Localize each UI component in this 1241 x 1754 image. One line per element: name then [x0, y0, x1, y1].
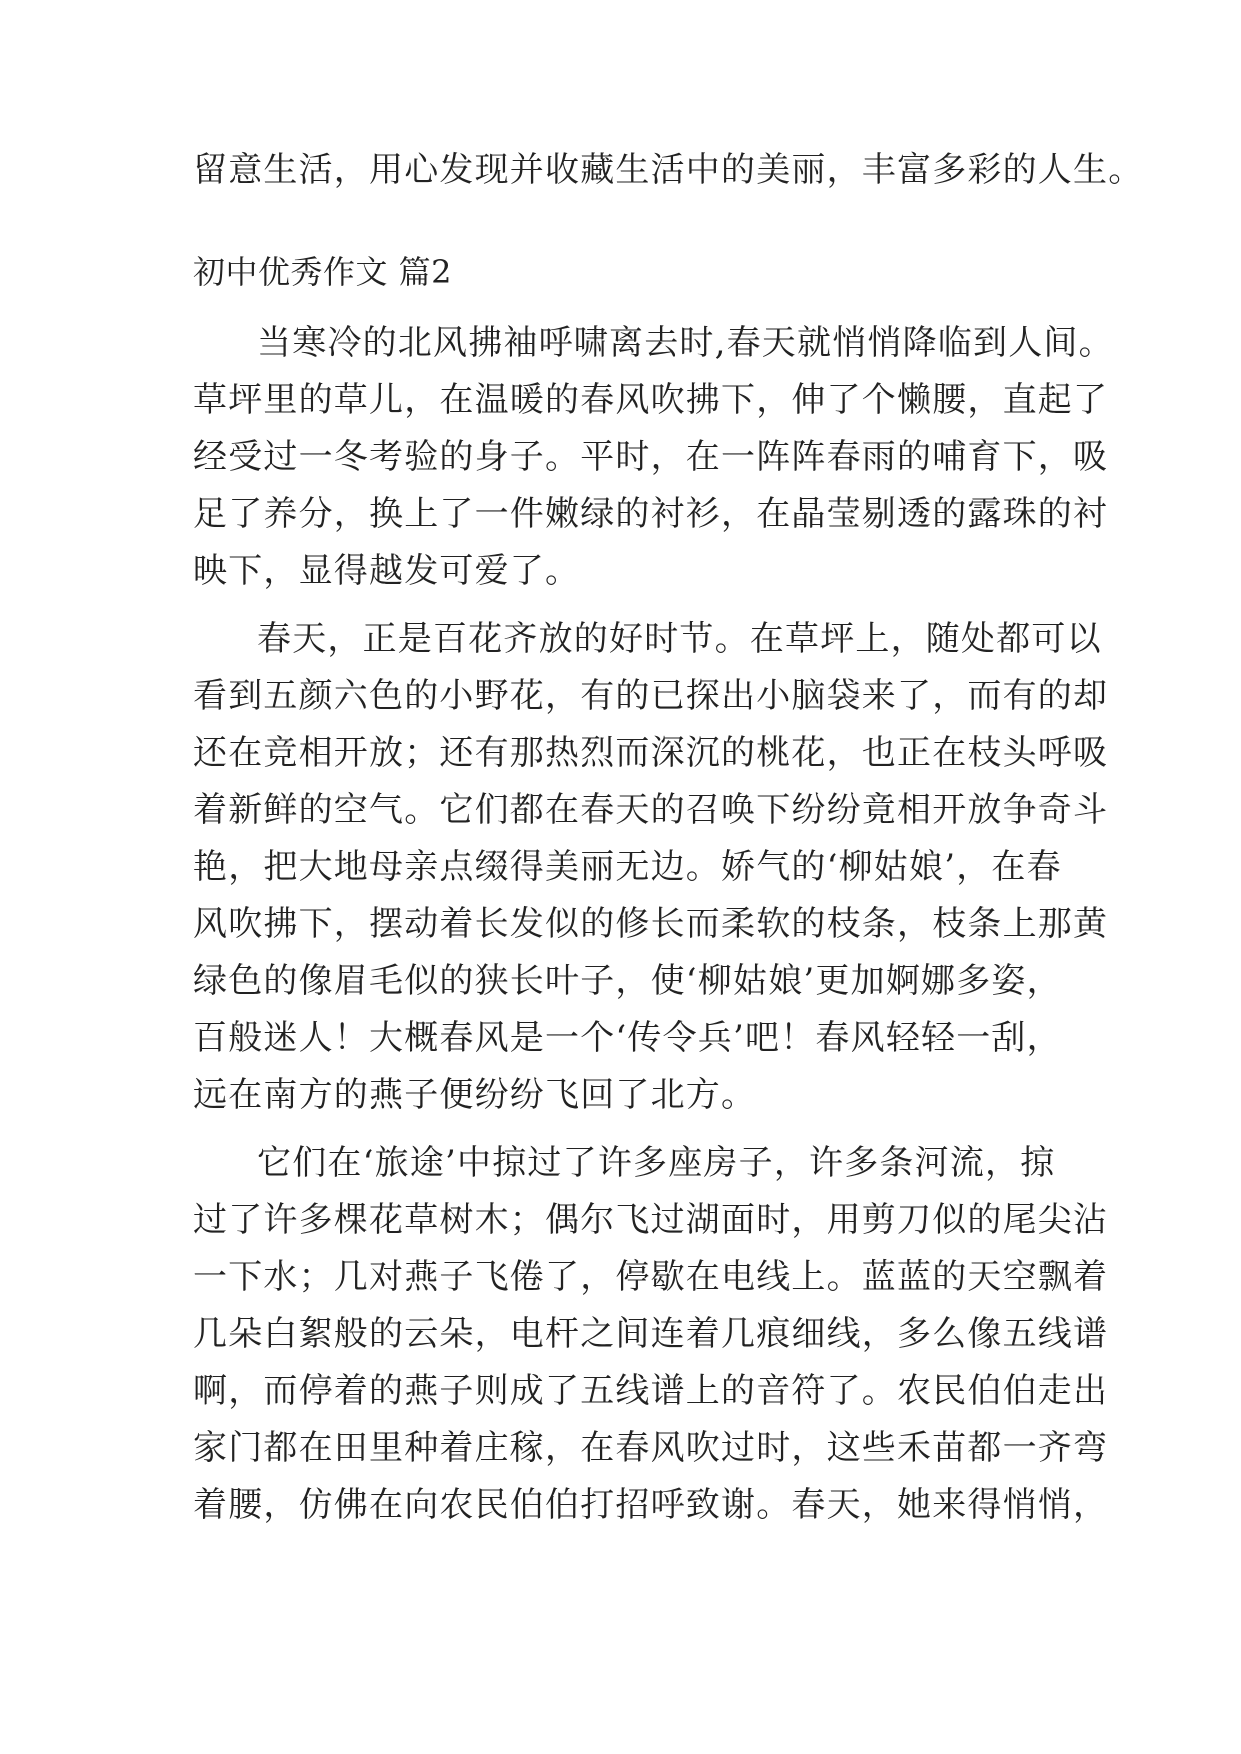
paragraph-2-line-2: 看到五颜六色的小野花，有的已探出小脑袋来了，而有的却: [193, 676, 1109, 716]
paragraph-3-line-6: 家门都在田里种着庄稼，在春风吹过时，这些禾苗都一齐弯: [193, 1428, 1109, 1468]
paragraph-2-line-5: 艳，把大地母亲点缀得美丽无边。娇气的‘柳姑娘’，在春: [193, 847, 1062, 887]
section-title: 初中优秀作文 篇2: [193, 253, 453, 291]
paragraph-1-line-1: 当寒冷的北风拂袖呼啸离去时,春天就悄悄降临到人间。: [257, 323, 1114, 363]
paragraph-3-line-5: 啊，而停着的燕子则成了五线谱上的音符了。农民伯伯走出: [193, 1371, 1109, 1411]
paragraph-3-line-4: 几朵白絮般的云朵，电杆之间连着几痕细线，多么像五线谱: [193, 1314, 1109, 1354]
paragraph-3-line-7: 着腰，仿佛在向农民伯伯打招呼致谢。春天，她来得悄悄，: [193, 1485, 1109, 1525]
paragraph-2-line-7: 绿色的像眉毛似的狭长叶子，使‘柳姑娘’更加婀娜多姿，: [193, 961, 1062, 1001]
paragraph-2-line-3: 还在竞相开放；还有那热烈而深沉的桃花，也正在枝头呼吸: [193, 733, 1109, 773]
paragraph-3-line-1: 它们在‘旅途’中掠过了许多座房子，许多条河流，掠: [257, 1143, 1056, 1183]
paragraph-2-line-9: 远在南方的燕子便纷纷飞回了北方。: [193, 1075, 757, 1115]
paragraph-2-line-8: 百般迷人！大概春风是一个‘传令兵’吧！春风轻轻一刮，: [193, 1018, 1062, 1058]
paragraph-2-line-1: 春天，正是百花齐放的好时节。在草坪上，随处都可以: [257, 619, 1102, 659]
paragraph-2-line-6: 风吹拂下，摆动着长发似的修长而柔软的枝条，枝条上那黄: [193, 904, 1109, 944]
paragraph-1-line-2: 草坪里的草儿，在温暖的春风吹拂下，伸了个懒腰，直起了: [193, 380, 1109, 420]
paragraph-3-line-2: 过了许多棵花草树木；偶尔飞过湖面时，用剪刀似的尾尖沾: [193, 1200, 1109, 1240]
paragraph-3-line-3: 一下水；几对燕子飞倦了，停歇在电线上。蓝蓝的天空飘着: [193, 1257, 1109, 1297]
text-line: 留意生活，用心发现并收藏生活中的美丽，丰富多彩的人生。: [193, 150, 1144, 190]
paragraph-1-line-3: 经受过一冬考验的身子。平时，在一阵阵春雨的哺育下，吸: [193, 437, 1109, 477]
paragraph-2-line-4: 着新鲜的空气。它们都在春天的召唤下纷纷竟相开放争奇斗: [193, 790, 1109, 830]
paragraph-1-line-5: 映下，显得越发可爱了。: [193, 551, 581, 591]
paragraph-1-line-4: 足了养分，换上了一件嫩绿的衬衫，在晶莹剔透的露珠的衬: [193, 494, 1109, 534]
